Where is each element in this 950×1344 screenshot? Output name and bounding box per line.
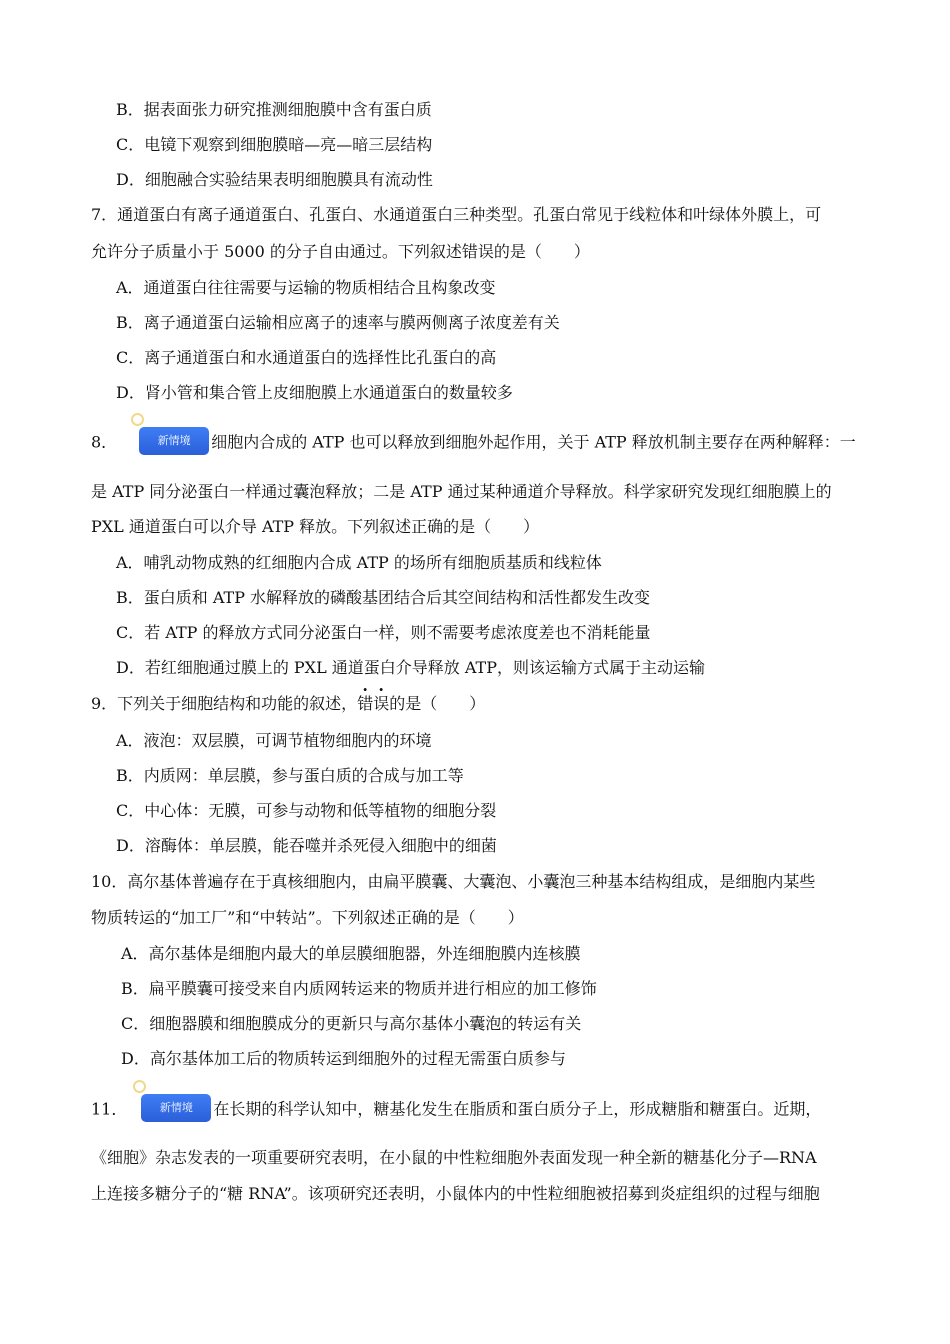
q8-stem-line1 [91, 429, 856, 457]
q11-badge-label: 新情境 [159, 1101, 193, 1114]
q11-stem-text: 在长期的科学认知中，糖基化发生在脂质和蛋白质分子上，形成糖脂和糖蛋白。近期， [213, 1099, 822, 1119]
q11-number: 11． [91, 1099, 128, 1119]
q10-option-b: B．扁平膜囊可接受来自内质网转运来的物质并进行相应的加工修饰 [121, 979, 597, 998]
q8-stem-text: 细胞内合成的 ATP 也可以释放到细胞外起作用，关于 ATP 释放机制主要存在两种解释：一 [211, 432, 856, 452]
q9-stem [91, 693, 485, 715]
q7-option-d: D．肾小管和集合管上皮细胞膜上水通道蛋白的数量较多 [116, 383, 513, 402]
q9-option-c: C．中心体：无膜，可参与动物和低等植物的细胞分裂 [116, 801, 497, 820]
q9-emphasis-1: 错 [357, 694, 374, 713]
q11-stem-line3: 上连接多糖分子的“糖 RNA”。该项研究还表明，小鼠体内的中性粒细胞被招募到炎症组织的过程与细胞 [91, 1184, 820, 1203]
q9-option-b: B．内质网：单层膜，参与蛋白质的合成与加工等 [116, 766, 464, 785]
q9-stem-post: 的是（ ） [389, 694, 486, 713]
q6-option-c: C．电镜下观察到细胞膜暗—亮—暗三层结构 [116, 135, 433, 154]
q7-option-c: C．离子通道蛋白和水通道蛋白的选择性比孔蛋白的高 [116, 348, 497, 367]
badge-ring-icon [133, 1080, 146, 1093]
q7-option-a: A．通道蛋白往往需要与运输的物质相结合且构象改变 [116, 278, 496, 297]
q8-badge-label: 新情境 [157, 434, 191, 447]
q10-stem-line2: 物质转运的“加工厂”和“中转站”。下列叙述正确的是（ ） [91, 908, 524, 927]
q8-number: 8． [91, 432, 118, 452]
q7-stem-line2: 允许分子质量小于 5000 的分子自由通过。下列叙述错误的是（ ） [91, 242, 590, 261]
q8-new-context-badge [139, 427, 209, 455]
q9-stem-pre: 9．下列关于细胞结构和功能的叙述， [91, 694, 358, 713]
q11-new-context-badge [141, 1094, 211, 1122]
q9-option-a: A．液泡：双层膜，可调节植物细胞内的环境 [116, 731, 432, 750]
q8-option-b: B．蛋白质和 ATP 水解释放的磷酸基团结合后其空间结构和活性都发生改变 [116, 588, 651, 607]
badge-ring-icon [131, 413, 144, 426]
q8-option-a: A．哺乳动物成熟的红细胞内合成 ATP 的场所有细胞质基质和线粒体 [116, 553, 602, 572]
q10-option-a: A．高尔基体是细胞内最大的单层膜细胞器，外连细胞膜内连核膜 [121, 944, 581, 963]
q8-option-c: C．若 ATP 的释放方式同分泌蛋白一样，则不需要考虑浓度差也不消耗能量 [116, 623, 651, 642]
q6-option-b: B．据表面张力研究推测细胞膜中含有蛋白质 [116, 100, 432, 119]
q11-stem-line2: 《细胞》杂志发表的一项重要研究表明，在小鼠的中性粒细胞外表面发现一种全新的糖基化分子—RNA [91, 1148, 817, 1167]
q8-stem-line3: PXL 通道蛋白可以介导 ATP 释放。下列叙述正确的是（ ） [91, 517, 540, 536]
q10-option-d: D．高尔基体加工后的物质转运到细胞外的过程无需蛋白质参与 [121, 1049, 566, 1068]
q9-option-d: D．溶酶体：单层膜，能吞噬并杀死侵入细胞中的细菌 [116, 836, 497, 855]
q7-stem-line1: 7．通道蛋白有离子通道蛋白、孔蛋白、水通道蛋白三种类型。孔蛋白常见于线粒体和叶绿体外膜上，可 [91, 205, 822, 224]
q11-stem-line1 [91, 1096, 821, 1124]
q10-stem-line1: 10．高尔基体普遍存在于真核细胞内，由扁平膜囊、大囊泡、小囊泡三种基本结构组成，是细胞内某些 [91, 872, 816, 891]
q7-option-b: B．离子通道蛋白运输相应离子的速率与膜两侧离子浓度差有关 [116, 313, 560, 332]
q9-emphasis-2: 误 [373, 694, 390, 713]
q8-stem-line2: 是 ATP 同分泌蛋白一样通过囊泡释放；二是 ATP 通过某种通道介导释放。科学家研究发现红细胞膜上的 [91, 482, 832, 501]
q6-option-d: D．细胞融合实验结果表明细胞膜具有流动性 [116, 170, 433, 189]
q8-option-d: D．若红细胞通过膜上的 PXL 通道蛋白介导释放 ATP，则该运输方式属于主动运输 [116, 658, 705, 677]
q10-option-c: C．细胞器膜和细胞膜成分的更新只与高尔基体小囊泡的转运有关 [121, 1014, 582, 1033]
